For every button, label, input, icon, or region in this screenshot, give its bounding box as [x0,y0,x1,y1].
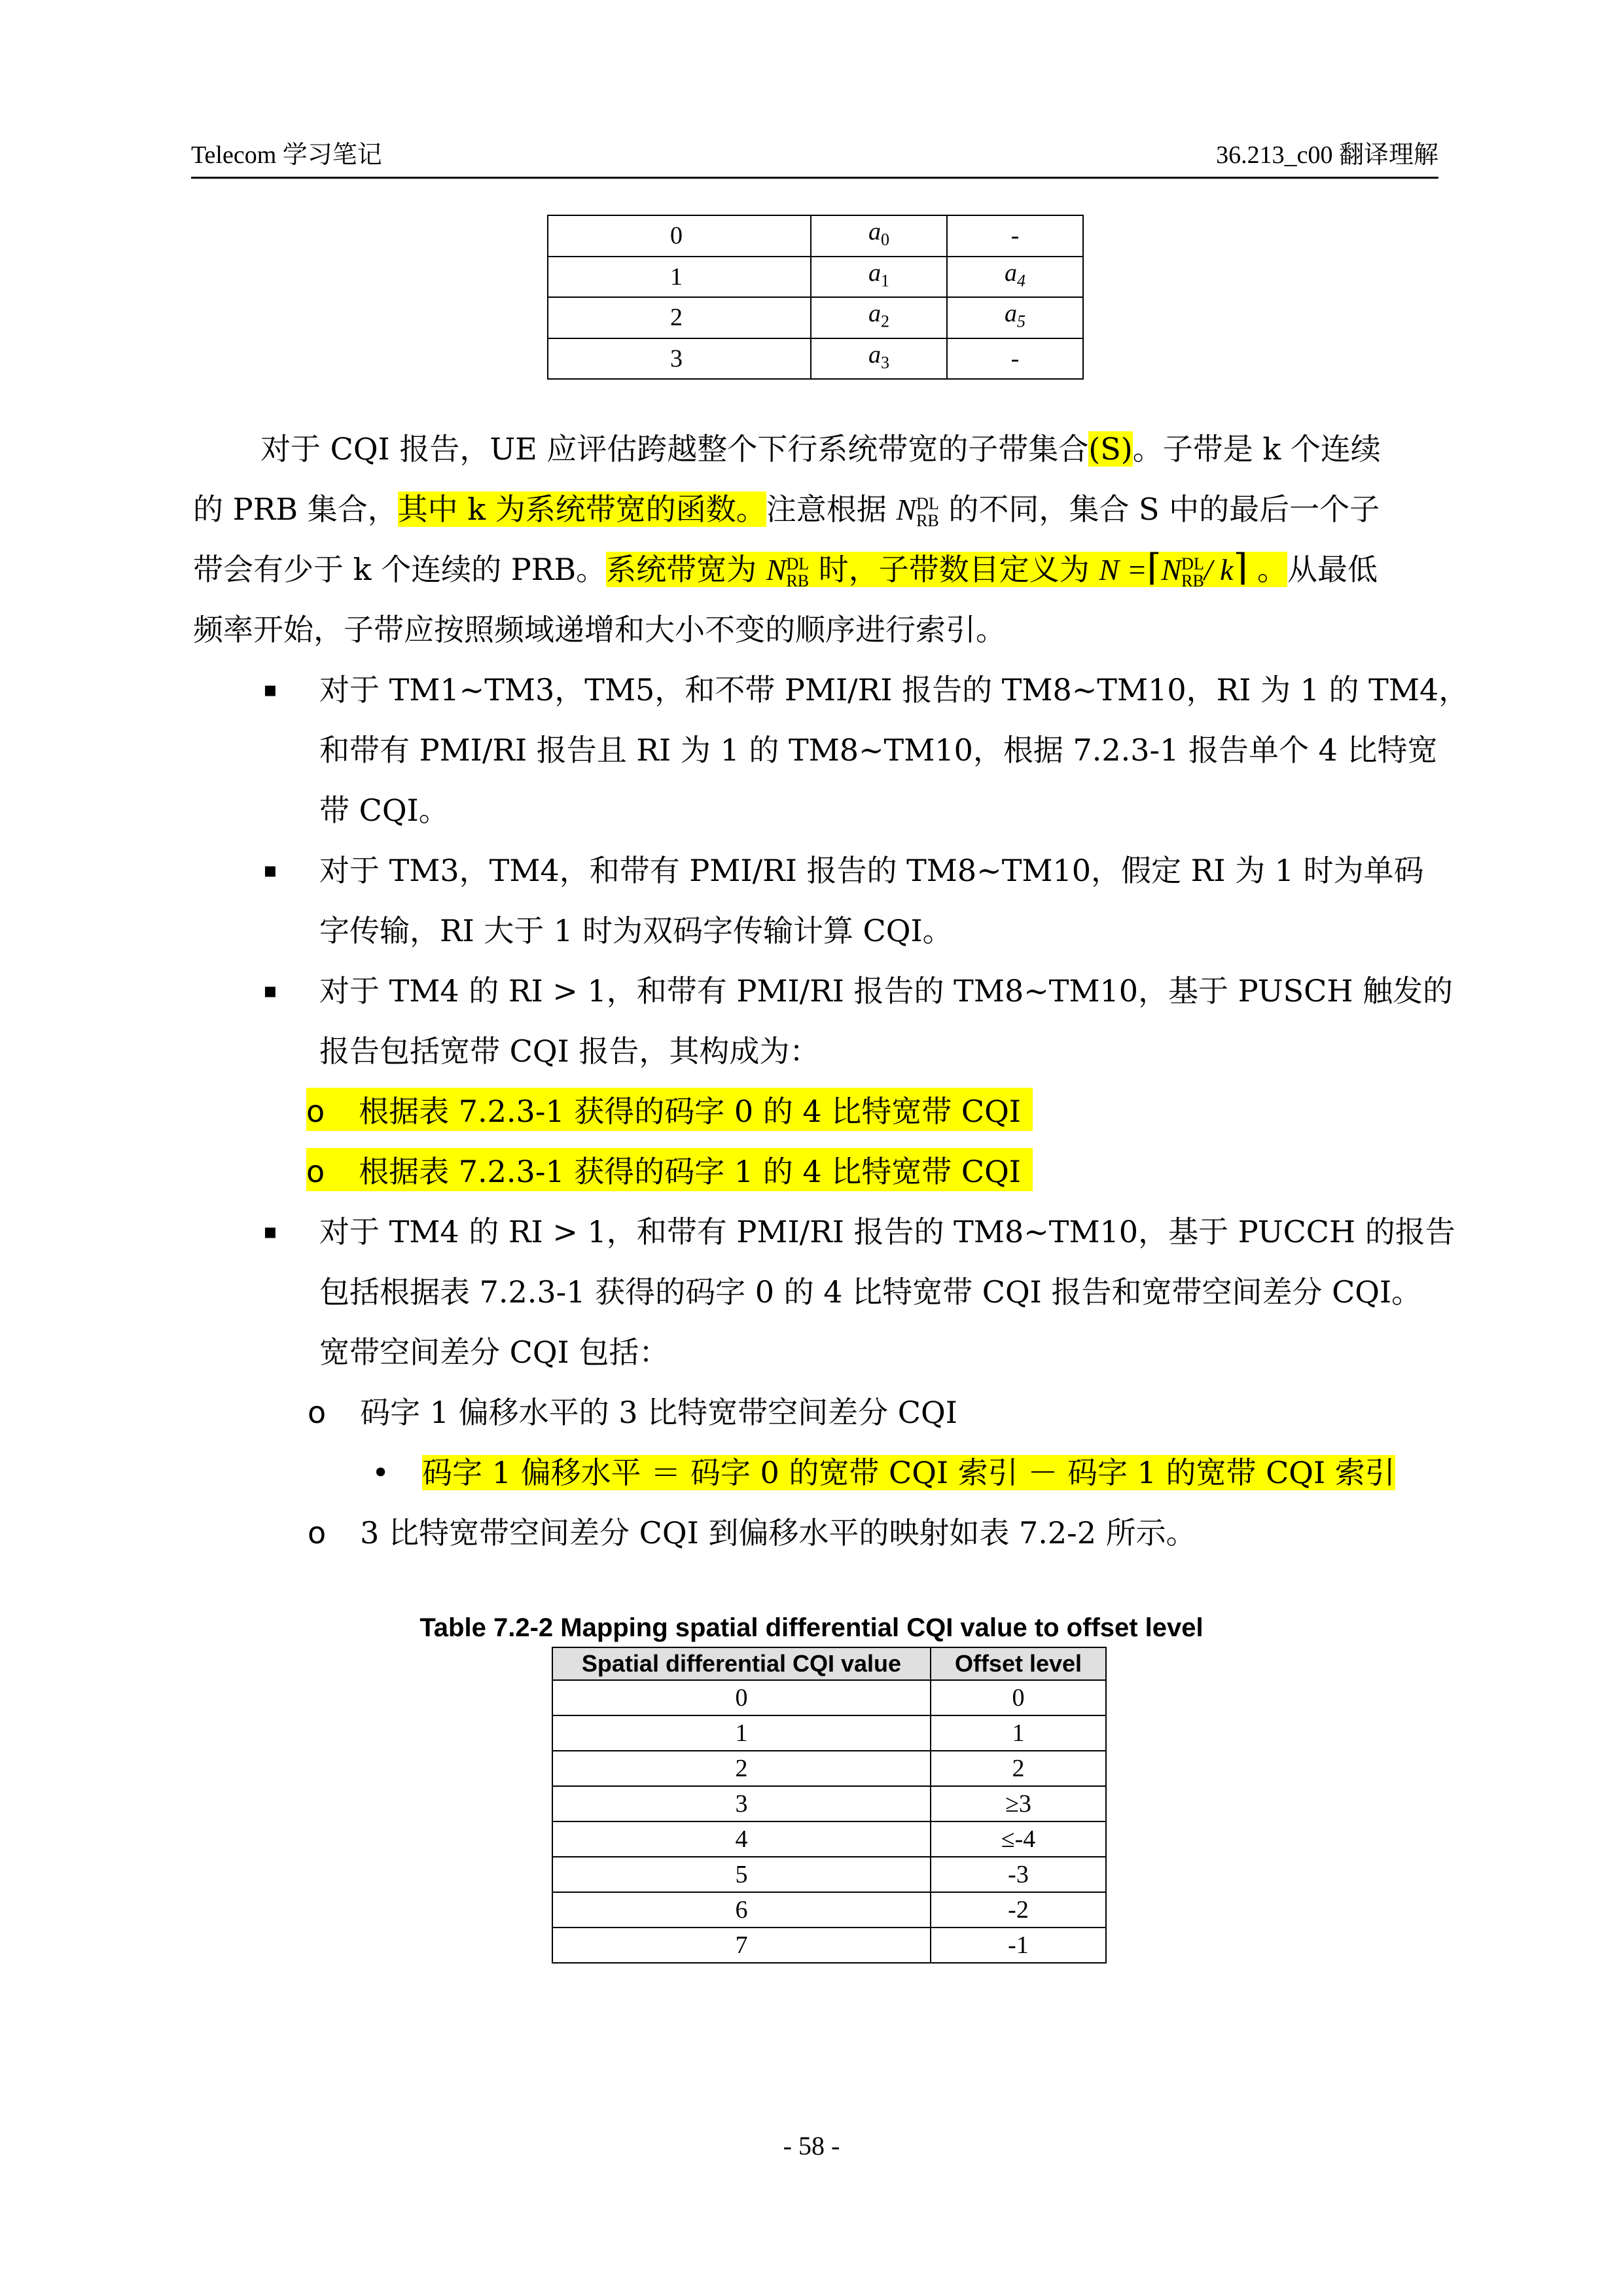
table-cell: 0 [548,215,811,257]
table-cell: -1 [931,1928,1106,1963]
square-bullet-icon: ▪ [263,1219,277,1244]
bullet-2-line-2: 字传输，RI 大于 1 时为双码字传输计算 CQI。 [319,913,953,948]
table-cell: 3 [548,338,811,380]
table-cell: - [947,215,1083,257]
bullet-1-line-2: 和带有 PMI/RI 报告且 RI 为 1 的 TM8~TM10，根据 7.2.3-1 报告单个 4 比特宽 [319,732,1438,768]
bullet-4-line-3: 宽带空间差分 CQI 包括： [319,1335,669,1370]
table-row [552,1928,1106,1963]
table-cell: ≤-4 [931,1821,1106,1857]
bullet-3-sub-1: o 根据表 7.2.3-1 获得的码字 0 的 4 比特宽带 CQI [306,1088,1033,1131]
paragraph-line-4: 频率开始，子带应按照频域递增和大小不变的顺序进行索引。 [193,612,1006,647]
table-cell: 7 [552,1928,931,1963]
text: 注意根据 [766,492,897,527]
text: 从最低 [1287,552,1378,587]
nrb-symbol: N DL RB [766,553,810,591]
table-cell: 0 [552,1680,931,1715]
table-cell: 2 [931,1751,1106,1786]
bullet-4-line-2: 包括根据表 7.2.3-1 获得的码字 0 的 4 比特宽带 CQI 报告和宽带空间差分 CQI。 [319,1274,1422,1310]
table-row [552,1751,1106,1786]
table-cell: - [947,338,1083,380]
table-cell: 5 [552,1857,931,1892]
highlight: 系统带宽为 N DL RB 时，子带数目定义为 N =⌈N DL RB / k⌉ 。 [606,548,1288,591]
bullet-2-line-1: 对于 TM3，TM4，和带有 PMI/RI 报告的 TM8~TM10，假定 RI 为 1 时为单码 [319,853,1424,888]
nrb-symbol: N DL RB [896,493,939,531]
text: 。子带是 k 个连续 [1132,431,1381,467]
table-caption: Table 7.2-2 Mapping spatial differential CQI value to offset level [419,1613,1204,1642]
table-cell: $a_4$ [947,257,1083,298]
circle-bullet-icon: o [308,1515,327,1551]
paragraph-line-2 [193,486,1380,529]
table-cell: $a_3$ [811,338,947,380]
circle-bullet-icon: o [308,1395,327,1430]
table-row [548,338,1083,380]
table-cell: -3 [931,1857,1106,1892]
table-cell: $a_2$ [811,297,947,338]
column-header: Offset level [931,1647,1106,1680]
table-cell: 0 [931,1680,1106,1715]
table-row [552,1715,1106,1751]
bullet-4-subsub-1 [372,1449,1395,1492]
highlight: 码字 1 偏移水平 ＝ 码字 0 的宽带 CQI 索引 － 码字 1 的宽带 CQI 索引 [422,1455,1395,1490]
offset-level-table [552,1647,1107,1964]
bullet-3-line-2: 报告包括宽带 CQI 报告，其构成为： [319,1033,820,1069]
square-bullet-icon: ▪ [263,857,277,882]
table-cell: ≥3 [931,1786,1106,1821]
codeword-table [547,215,1084,380]
text: 的不同，集合 S 中的最后一个子 [938,492,1380,527]
table-cell: 1 [552,1715,931,1751]
text: 对于 CQI 报告，UE 应评估跨越整个下行系统带宽的子带集合 [260,431,1089,467]
page-number: - 58 - [783,2131,840,2161]
highlight: (S) [1088,431,1133,467]
table-row [552,1680,1106,1715]
bullet-3-sub-2: o 根据表 7.2.3-1 获得的码字 1 的 4 比特宽带 CQI [306,1148,1033,1191]
square-bullet-icon: ▪ [263,978,277,1003]
table-row [548,257,1083,298]
paragraph-line-3 [193,546,1378,590]
bullet-4-sub-1: o 码字 1 偏移水平的 3 比特宽带空间差分 CQI [308,1395,957,1430]
table-cell: 1 [931,1715,1106,1751]
square-bullet-icon: ▪ [263,677,277,702]
table-row [552,1821,1106,1857]
bullet-3-line-1: 对于 TM4 的 RI > 1，和带有 PMI/RI 报告的 TM8~TM10，基于 PUSCH 触发的 [319,973,1454,1009]
subband-formula: N =⌈N DL RB / k⌉ [1099,548,1248,591]
highlight: 其中 k 为系统带宽的函数。 [397,492,766,527]
column-header: Spatial differential CQI value [552,1647,931,1680]
table-row [552,1892,1106,1928]
bullet-1-line-3: 带 CQI。 [319,793,449,828]
bullet-4-line-1: 对于 TM4 的 RI > 1，和带有 PMI/RI 报告的 TM8~TM10，基于 PUCCH 的报告 [319,1214,1455,1249]
table-cell: 3 [552,1786,931,1821]
table-cell: 2 [552,1751,931,1786]
table-row [552,1857,1106,1892]
text: 的 PRB 集合， [193,492,398,527]
table-cell: $a_1$ [811,257,947,298]
circle-bullet-icon: o [306,1094,325,1129]
bullet-4-sub-2: o 3 比特宽带空间差分 CQI 到偏移水平的映射如表 7.2-2 所示。 [308,1515,1196,1551]
circle-bullet-icon: o [306,1154,325,1189]
header-rule [191,177,1438,179]
table-row [548,215,1083,257]
table-cell: 2 [548,297,811,338]
table-cell: $a_0$ [811,215,947,257]
header-right-title: 36.213_c00 翻译理解 [1216,141,1438,169]
table-cell: $a_5$ [947,297,1083,338]
dot-bullet-icon: • [372,1455,390,1490]
header-left-title: Telecom 学习笔记 [191,141,382,169]
paragraph-line-1 [260,425,1381,469]
text: 带会有少于 k 个连续的 PRB。 [193,552,607,587]
table-header-row [552,1647,1106,1680]
table-cell: -2 [931,1892,1106,1928]
table-row [548,297,1083,338]
table-cell: 1 [548,257,811,298]
table-cell: 6 [552,1892,931,1928]
bullet-1-line-1: 对于 TM1~TM3，TM5，和不带 PMI/RI 报告的 TM8~TM10，RI 为 1 的 TM4， [319,672,1469,708]
table-row [552,1786,1106,1821]
table-cell: 4 [552,1821,931,1857]
